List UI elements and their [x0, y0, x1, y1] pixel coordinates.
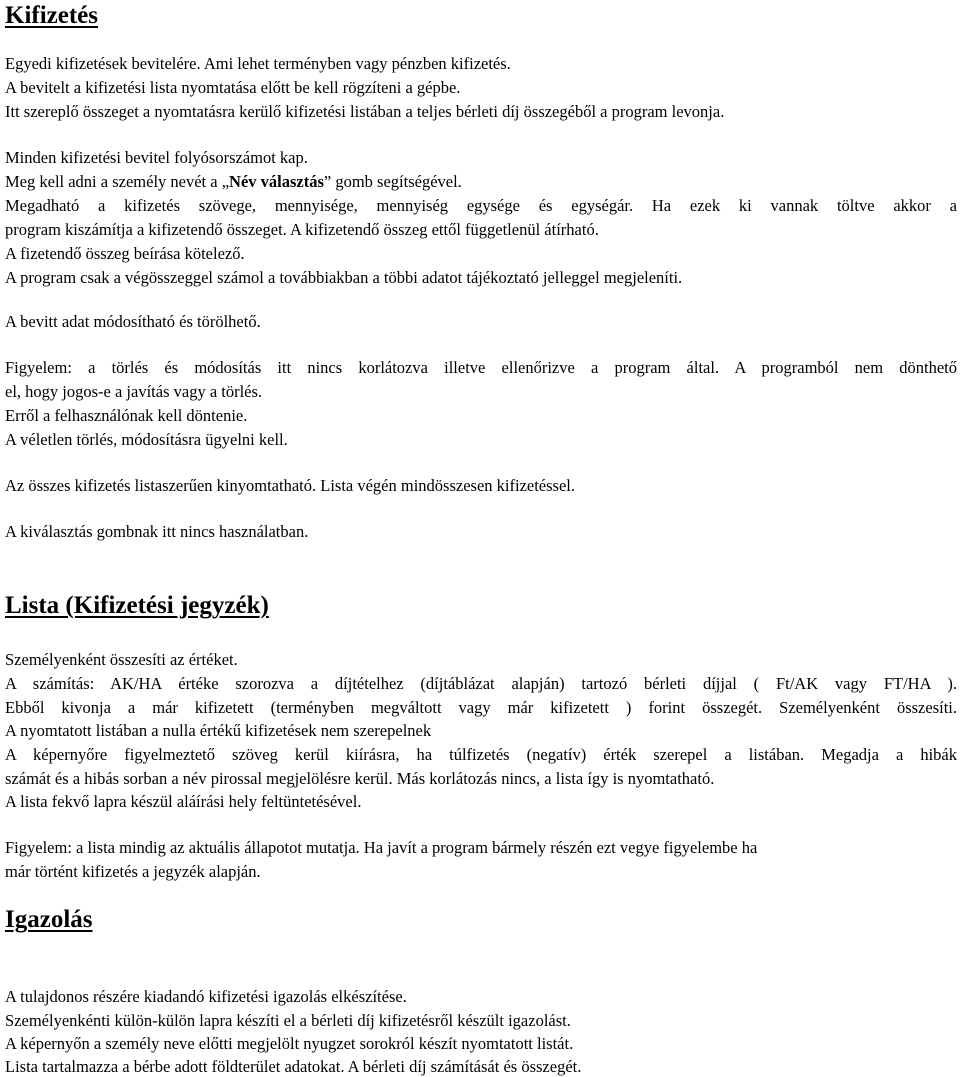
paragraph-line: A tulajdonos részére kiadandó kifizetési igazolás elkészítése.: [5, 987, 407, 1006]
paragraph-line: Ebből kivonja a már kifizetett (terményben megváltott vagy már kifizetett ) forint összegét. Személyenként összesíti.: [5, 698, 957, 717]
paragraph-line: Megadható a kifizetés szövege, mennyisége, mennyiség egysége és egységár. Ha ezek ki vannak töltve akkor a: [5, 196, 957, 215]
section-title-igazolas: Igazolás: [5, 906, 93, 933]
paragraph-line: A számítás: AK/HA értéke szorozva a díjtételhez (díjtáblázat alapján) tartozó bérleti díjjal ( Ft/AK vagy FT/HA ).: [5, 674, 957, 693]
nev-valasztas-button-reference: Név választás: [229, 172, 324, 191]
paragraph-line: el, hogy jogos-e a javítás vagy a törlés.: [5, 382, 263, 401]
paragraph-line: A fizetendő összeg beírása kötelező.: [5, 244, 245, 263]
text-run: ” gomb segítségével.: [323, 172, 462, 191]
paragraph-line: már történt kifizetés a jegyzék alapján.: [5, 862, 261, 881]
paragraph-line: A kiválasztás gombnak itt nincs használatban.: [5, 522, 309, 541]
text-run: Meg kell adni a személy nevét a „: [5, 172, 230, 191]
paragraph-line: Erről a felhasználónak kell döntenie.: [5, 406, 248, 425]
paragraph-line: A bevitt adat módosítható és törölhető.: [5, 312, 261, 331]
paragraph-line: A képernyőre figyelmeztető szöveg kerül kiírásra, ha túlfizetés (negatív) érték szerepel a listában. Megadja a hibák: [5, 745, 957, 764]
section-title-kifizetes: Kifizetés: [5, 2, 99, 29]
paragraph-line: Személyenként összesíti az értéket.: [5, 650, 238, 669]
paragraph-line: Itt szereplő összeget a nyomtatásra kerülő kifizetési listában a teljes bérleti díj összegéből a program levonja.: [5, 102, 725, 121]
paragraph-line: [5, 172, 462, 192]
paragraph-line: A nyomtatott listában a nulla értékű kifizetések nem szerepelnek: [5, 721, 432, 740]
paragraph-line: Minden kifizetési bevitel folyósorszámot kap.: [5, 148, 308, 167]
paragraph-line: Figyelem: a lista mindig az aktuális állapotot mutatja. Ha javít a program bármely részén ezt vegye figyelembe ha: [5, 838, 758, 857]
paragraph-line: A lista fekvő lapra készül aláírási hely feltüntetésével.: [5, 792, 362, 811]
paragraph-line: A program csak a végösszeggel számol a továbbiakban a többi adatot tájékoztató jelleggel megjeleníti.: [5, 268, 683, 287]
paragraph-line: számát és a hibás sorban a név pirossal megjelölésre kerül. Más korlátozás nincs, a lista így is nyomtatható.: [5, 769, 715, 788]
paragraph-line: A véletlen törlés, módosításra ügyelni kell.: [5, 430, 288, 449]
paragraph-line: Személyenkénti külön-külön lapra készíti el a bérleti díj kifizetésről készült igazolást.: [5, 1011, 571, 1030]
paragraph-line: A bevitelt a kifizetési lista nyomtatása előtt be kell rögzíteni a gépbe.: [5, 78, 461, 97]
paragraph-line: program kiszámítja a kifizetendő összeget. A kifizetendő összeg ettől függetlenül átírható.: [5, 220, 599, 239]
section-title-lista: Lista (Kifizetési jegyzék): [5, 592, 269, 619]
paragraph-line: Figyelem: a törlés és módosítás itt nincs korlátozva illetve ellenőrizve a program által. A programból nem dönthető: [5, 358, 957, 377]
paragraph-line: Az összes kifizetés listaszerűen kinyomtatható. Lista végén mindösszesen kifizetéssel.: [5, 476, 575, 495]
paragraph-line: Lista tartalmazza a bérbe adott földterület adatokat. A bérleti díj számítását és összegét.: [5, 1057, 582, 1076]
paragraph-line: A képernyőn a személy neve előtti megjelölt nyugzet sorokról készít nyomtatott listát.: [5, 1034, 574, 1053]
paragraph-line: Egyedi kifizetések bevitelére. Ami lehet terményben vagy pénzben kifizetés.: [5, 54, 511, 73]
